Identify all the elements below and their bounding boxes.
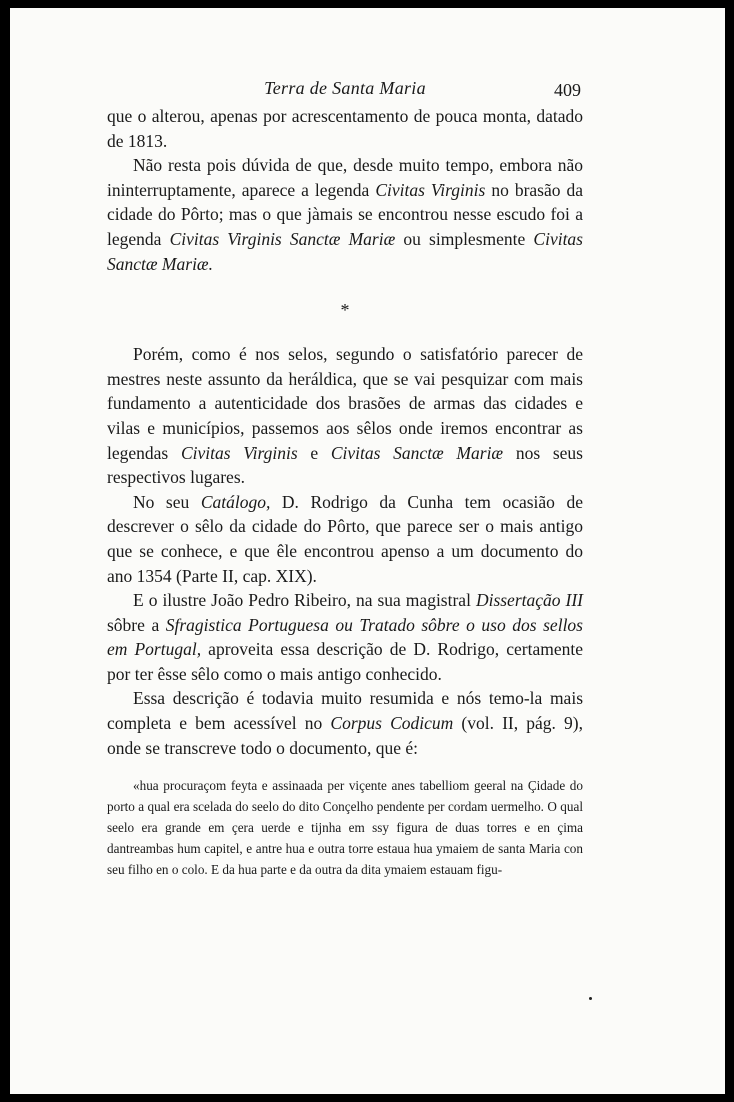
- text-run: Essa descrição é todavia muito resumida e nós temo-la mais completa e bem acessível no: [107, 688, 583, 734]
- italic-run: Sfragistica Portuguesa ou Tratado sôbre o uso dos sellos em Portugal,: [107, 614, 583, 660]
- quoted-document-text: «hua procuraçom feyta e assinaada per viçente anes tabelliom geeral na Çidade do porto a qual era scelada do seelo do dito Conçelho pendente per cordam uermelho. O qual seelo era grande em çera uerde e tijnha em ssy figura de duas torres e en çima dantreambas hum capitel, e antre hua e outra torre estaua hua ymaiem de santa Maria con seu filho en o colo. E da hua parte e da outra da dita ymaiem estauam figu-: [107, 778, 583, 878]
- paragraph: [107, 490, 583, 588]
- text-run: aproveita essa descrição de D. Rodrigo, certamente por ter êsse sêlo como o mais antigo conhecido.: [107, 639, 583, 684]
- page-number: 409: [554, 80, 581, 100]
- italic-run: Catálogo,: [200, 491, 271, 512]
- paragraph: [107, 588, 583, 686]
- text-run: nos seus respectivos lugares.: [107, 442, 583, 488]
- print-speck: [589, 997, 592, 1000]
- text-run: ou simplesmente: [395, 228, 534, 249]
- text-run: Porém, como é nos selos, segundo o satisfatório parecer de mestres neste assunto da heráldica, que se vai pesquizar com mais fundamento a autenticidade dos brasões de armas das cidades e vilas e municípios, passemos aos sêlos onde iremos encontrar as legendas: [107, 344, 583, 463]
- text-run: (vol. II, pág. 9), onde se transcreve todo o documento, que é:: [107, 713, 583, 758]
- text-run: sôbre a: [107, 614, 166, 635]
- quoted-document: [107, 775, 583, 880]
- text-run: E o ilustre João Pedro Ribeiro, na sua magistral: [133, 590, 476, 611]
- text-run: no brasão da cidade do Pôrto; mas o que jàmais se encontrou nesse escudo foi a legenda: [107, 179, 583, 249]
- italic-run: Corpus Codicum: [330, 713, 454, 734]
- paragraph: [107, 686, 583, 760]
- text-run: Não resta pois dúvida de que, desde muito tempo, embora não ininterruptamente, aparece a legenda: [107, 155, 583, 200]
- italic-run: Civitas Sanctæ Mariæ.: [107, 228, 583, 274]
- paragraph: [107, 104, 583, 153]
- body-text: [107, 104, 583, 760]
- book-page: [107, 74, 583, 880]
- italic-run: Dissertação III: [475, 590, 583, 611]
- section-separator: *: [340, 300, 350, 321]
- page-header: [107, 74, 583, 104]
- paragraph: [107, 153, 583, 276]
- paragraph: [107, 342, 583, 490]
- text-run: No seu: [133, 491, 201, 512]
- running-title: Terra de Santa Maria: [264, 78, 426, 98]
- text-run: e: [297, 442, 331, 463]
- italic-run: Civitas Virginis Sanctæ Mariæ: [169, 228, 396, 249]
- italic-run: Civitas Virginis: [180, 442, 298, 463]
- text-run: que o alterou, apenas por acrescentamento de pouca monta, datado de 1813.: [107, 106, 583, 151]
- text-run: D. Rodrigo da Cunha tem ocasião de descrever o sêlo da cidade do Pôrto, que parece ser o mais antigo que se conhece, e que êle encontrou apenso a um documento do ano 1354 (Parte II, cap. XIX).: [107, 491, 583, 586]
- italic-run: Civitas Sanctæ Mariæ: [330, 442, 504, 463]
- italic-run: Civitas Virginis: [375, 179, 486, 200]
